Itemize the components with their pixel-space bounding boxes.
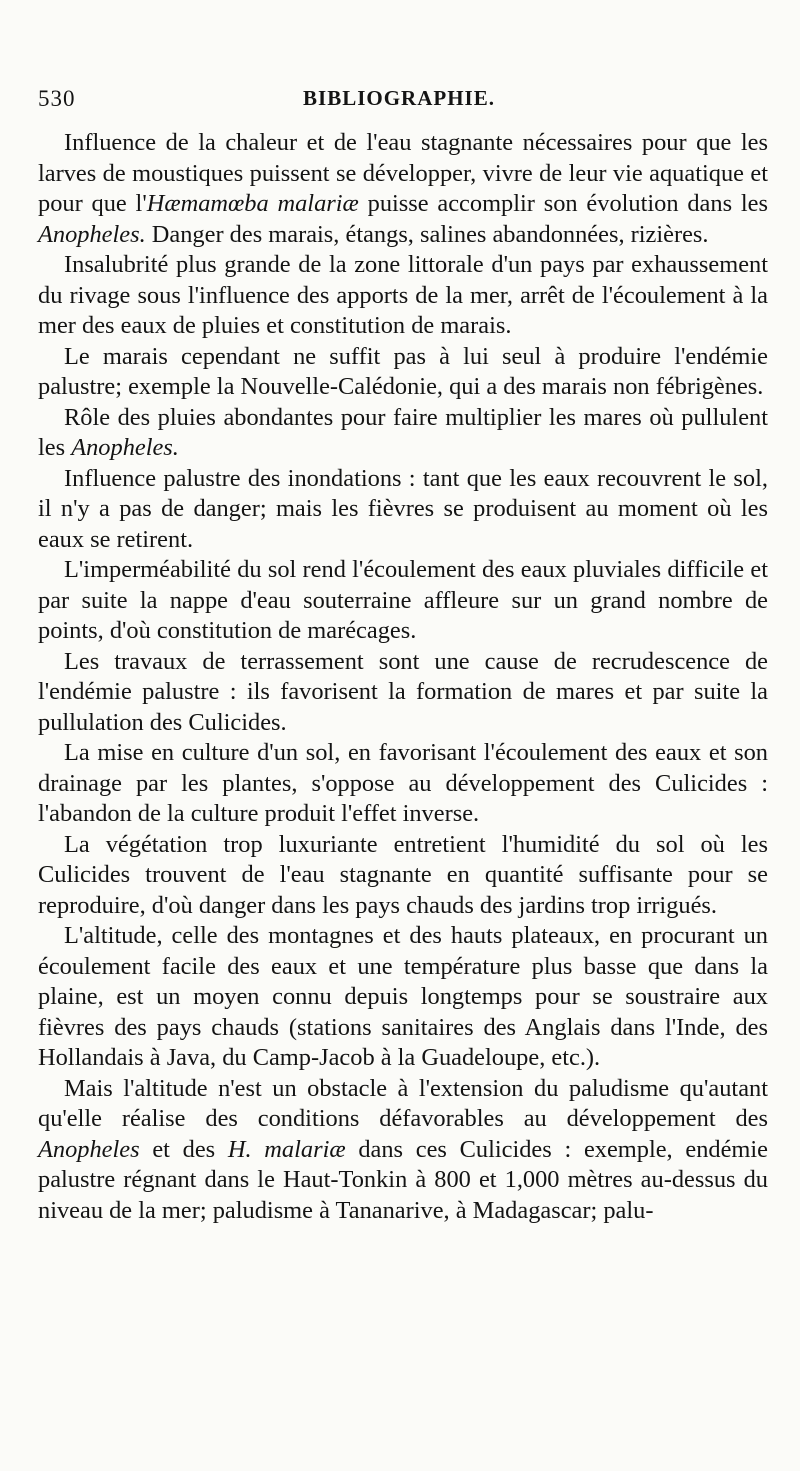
text-run: La végétation trop luxuriante entretient l'humidité du sol où les Culicides trouvent de l'eau stagnante en quantité suffisante pour se reproduire, d'où danger dans les pays chauds des jardins trop irrigués.	[38, 830, 768, 919]
text-run: Mais l'altitude n'est un obstacle à l'extension du paludisme qu'autant qu'elle réalise des conditions défavorables au développement des	[38, 1074, 768, 1132]
text-run: puisse accomplir son évolution dans les	[358, 190, 768, 217]
italic-text: H. malariæ	[227, 1135, 346, 1163]
italic-text: Hæmamœba malariæ	[146, 190, 359, 217]
paragraph	[38, 464, 768, 556]
italic-text: Anopheles.	[38, 220, 146, 248]
text-run: et des	[139, 1135, 228, 1163]
paragraph	[38, 250, 768, 342]
paragraph	[38, 738, 768, 830]
paragraph	[38, 403, 768, 464]
paragraph	[38, 342, 768, 403]
paragraph	[38, 830, 768, 922]
italic-text: Anopheles.	[71, 434, 179, 461]
paragraph	[38, 921, 768, 1074]
text-run: Influence palustre des inondations : tant que les eaux recouvrent le sol, il n'y a pas de danger; mais les fièvres se produisent au moment où les eaux se retirent.	[38, 464, 768, 553]
text-run: Influence de la chaleur et de l'eau stagnante nécessaires pour que les larves de moustiques puissent se développer, vivre de leur vie aquatique et pour que l'	[38, 129, 768, 217]
page-number: 530	[38, 86, 76, 111]
text-run: Rôle des pluies abondantes pour faire multiplier les mares où pullulent les	[38, 403, 768, 461]
text-run: Les travaux de terrassement sont une cause de recrudescence de l'endémie palustre : ils favorisent la formation de mares et par suite la pullulation des Culicides.	[38, 647, 768, 736]
italic-text: Anopheles	[38, 1135, 140, 1163]
text-run: Danger des marais, étangs, salines abandonnées, rizières.	[145, 220, 709, 248]
paragraph	[38, 128, 768, 250]
text-run: dans ces Culicides : exemple, endémie palustre régnant dans le Haut-Tonkin à 800 et 1,000 mètres au-dessus du niveau de la mer; paludisme à Tananarive, à Madagascar; palu-	[38, 1135, 768, 1224]
paragraph	[38, 1074, 768, 1227]
text-run: La mise en culture d'un sol, en favorisant l'écoulement des eaux et son drainage par les plantes, s'oppose au développement des Culicides : l'abandon de la culture produit l'effet inverse.	[38, 739, 768, 827]
paragraph	[38, 555, 768, 647]
text-run: Insalubrité plus grande de la zone littorale d'un pays par exhaussement du rivage sous l'influence des apports de la mer, arrêt de l'écoulement à la mer des eaux de pluies et constitution de marais.	[38, 251, 768, 339]
running-head: BIBLIOGRAPHIE.	[303, 86, 495, 110]
body-text	[38, 128, 768, 1226]
text-run: Le marais cependant ne suffit pas à lui seul à produire l'endémie palustre; exemple la Nouvelle-Calédonie, qui a des marais non fébrigènes.	[38, 342, 768, 400]
paragraph	[38, 647, 768, 739]
text-run: L'imperméabilité du sol rend l'écoulement des eaux pluviales difficile et par suite la nappe d'eau souterraine affleure sur un grand nombre de points, d'où constitution de marécages.	[38, 556, 768, 644]
text-run: L'altitude, celle des montagnes et des hauts plateaux, en procurant un écoulement facile des eaux et une température plus basse que dans la plaine, est un moyen connu depuis longtemps pour se soustraire aux fièvres des pays chauds (stations sanitaires des Anglais dans l'Inde, des Hollandais à Java, du Camp-Jacob à la Guadeloupe, etc.).	[38, 922, 768, 1071]
page-header	[38, 86, 760, 120]
